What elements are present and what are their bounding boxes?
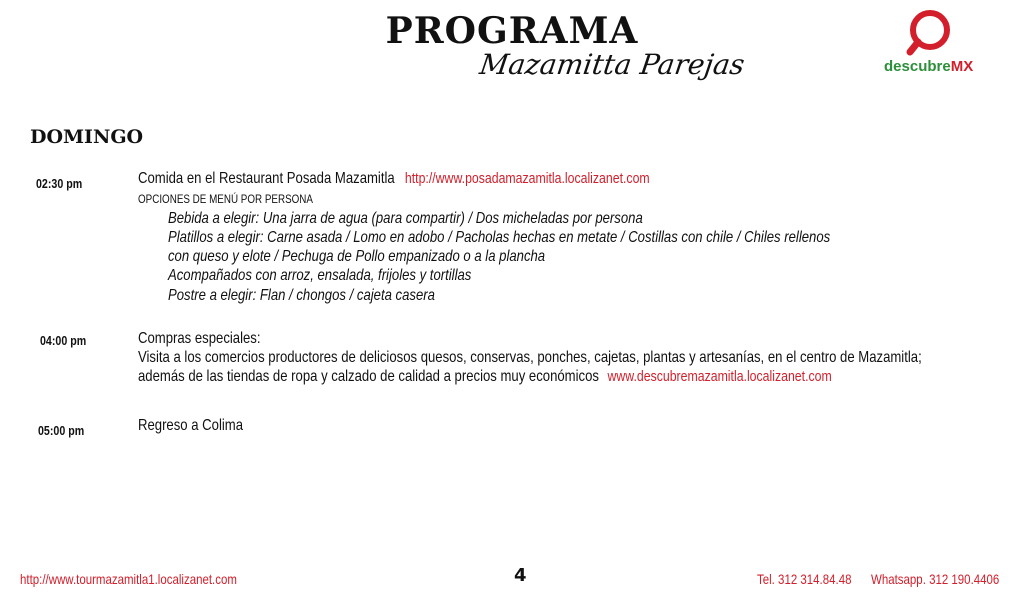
activity-desc-line-1: Visita a los comercios productores de deliciosos quesos, conservas, ponches, cajetas, plantas y artesanías, en el centro de Mazamitla; — [138, 349, 922, 366]
menu-detail-4: Acompañados con arroz, ensalada, frijoles y tortillas — [168, 267, 472, 284]
time-item-1: 02:30 pm — [36, 176, 83, 191]
logo-text-descubre: descubre — [884, 58, 951, 75]
menu-detail-5: Postre a elegir: Flan / chongos / cajeta casera — [168, 287, 435, 304]
activity-title-2: Compras especiales: — [138, 330, 261, 347]
day-heading: DOMINGO — [30, 126, 144, 148]
activity-title-1: Comida en el Restaurant Posada Mazamitla — [138, 170, 395, 187]
activity-title-3: Regreso a Colima — [138, 417, 244, 434]
footer-whatsapp: Whatsapp. 312 190.4406 — [871, 571, 1000, 587]
menu-detail-2: Platillos a elegir: Carne asada / Lomo en adobo / Pacholas hechas en metate / Costillas con chile / Chiles rellenos — [168, 229, 831, 246]
page-title: PROGRAMA — [385, 10, 639, 52]
time-item-3: 05:00 pm — [38, 423, 85, 438]
page-subtitle: Mazamitta Parejas — [477, 48, 747, 81]
logo-text-mx: MX — [950, 58, 974, 75]
footer-telephone: Tel. 312 314.84.48 — [757, 571, 852, 587]
activity-desc-line-2: además de las tiendas de ropa y calzado de calidad a precios muy económicos — [138, 368, 599, 385]
menu-detail-3: con queso y elote / Pechuga de Pollo empanizado o a la plancha — [168, 248, 546, 265]
activity-desc-row-2 — [138, 368, 832, 386]
descubremx-logo — [884, 8, 994, 78]
magnifier-icon — [884, 8, 994, 60]
time-item-2: 04:00 pm — [40, 333, 87, 348]
menu-detail-1: Bebida a elegir: Una jarra de agua (para compartir) / Dos micheladas por persona — [168, 210, 643, 227]
restaurant-link[interactable]: http://www.posadamazamitla.localizanet.com — [404, 170, 650, 187]
footer-url-link[interactable]: http://www.tourmazamitla1.localizanet.com — [20, 571, 237, 587]
activity-row-1 — [138, 170, 650, 188]
page-number: 4 — [514, 565, 527, 586]
logo-wordmark — [884, 58, 973, 75]
mazamitla-link[interactable]: www.descubremazamitla.localizanet.com — [607, 368, 832, 385]
menu-options-label: OPCIONES DE MENÚ POR PERSONA — [138, 192, 313, 206]
